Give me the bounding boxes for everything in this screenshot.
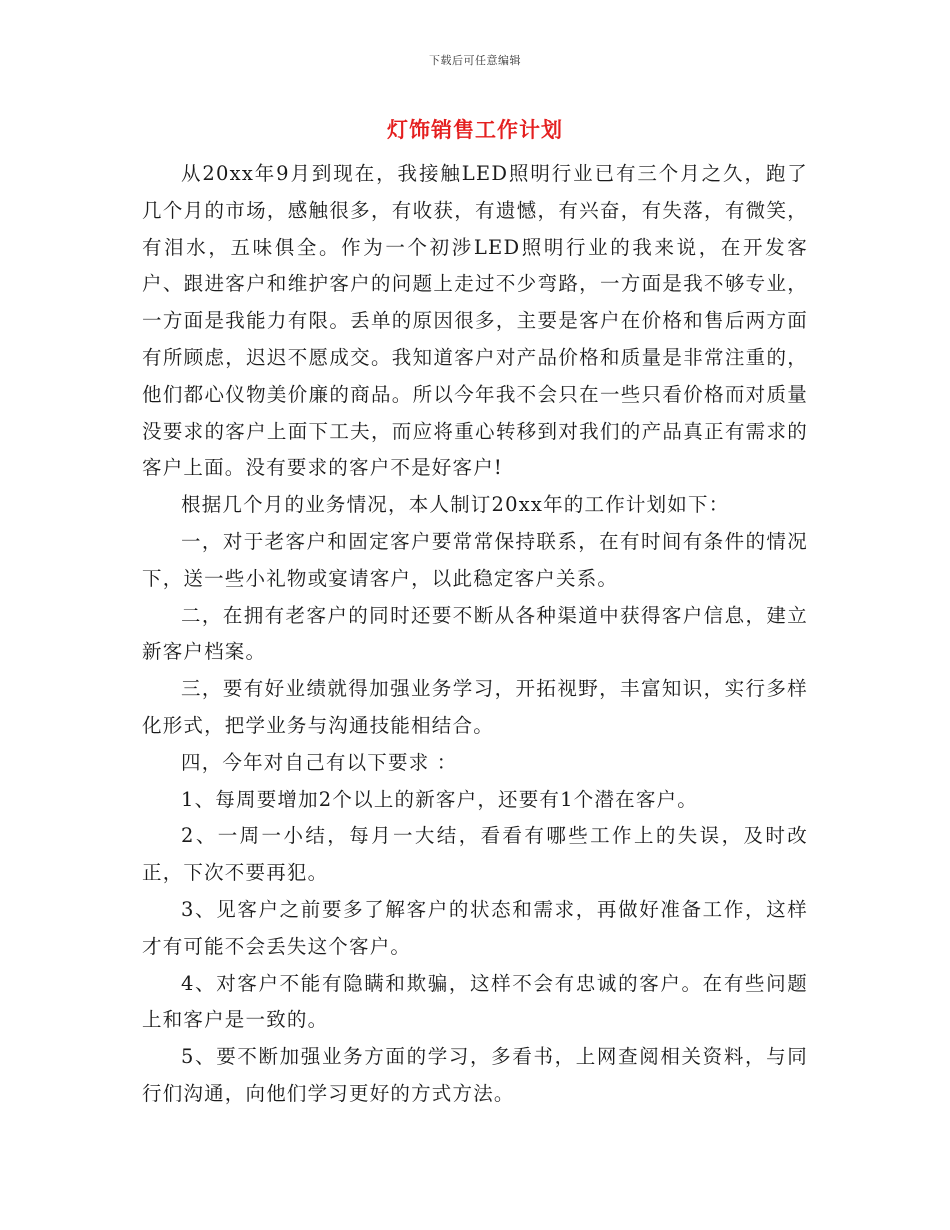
document-body <box>142 156 808 1113</box>
paragraph: 一，对于老客户和固定客户要常常保持联系，在有时间有条件的情况下，送一些小礼物或宴请客户，以此稳定客户关系。 <box>142 529 808 590</box>
paragraph: 四，今年对自己有以下要求 ： <box>181 750 458 774</box>
document-title: 灯饰销售工作计划 <box>387 118 563 142</box>
list-item: 5、要不断加强业务方面的学习，多看书，上网查阅相关资料，与同行们沟通，向他们学习更好的方式方法。 <box>142 1045 808 1105</box>
paragraph: 三，要有好业绩就得加强业务学习，开拓视野，丰富知识，实行多样化形式，把学业务与沟通技能相结合。 <box>142 677 808 737</box>
paragraph: 二，在拥有老客户的同时还要不断从各种渠道中获得客户信息，建立新客户档案。 <box>142 603 808 664</box>
list-item: 4、对客户不能有隐瞒和欺骗，这样不会有忠诚的客户。在有些问题上和客户是一致的。 <box>142 971 808 1032</box>
list-item: 1、每周要增加2个以上的新客户，还要有1个潜在客户。 <box>181 787 698 811</box>
paragraph: 根据几个月的业务情况，本人制订20xx年的工作计划如下： <box>181 493 730 517</box>
list-item: 3、见客户之前要多了解客户的状态和需求，再做好准备工作，这样才有可能不会丢失这个客户。 <box>142 897 808 958</box>
header-note: 下载后可任意编辑 <box>429 54 521 67</box>
list-item: 2、一周一小结，每月一大结，看看有哪些工作上的失误，及时改正，下次不要再犯。 <box>142 824 808 885</box>
paragraph: 从20xx年9月到现在，我接触LED照明行业已有三个月之久，跑了几个月的市场，感触很多，有收获，有遗憾，有兴奋，有失落，有微笑，有泪水，五味俱全。作为一个初涉LED照明行业的我来说，在开发客户、跟进客户和维护客户的问题上走过不少弯路，一方面是我不够专业，一方面是我能力有限。丢单的原因很多，主要是客户在价格和售后两方面有所顾虑，迟迟不愿成交。我知道客户对产品价格和质量是非常注重的，他们都心仪物美价廉的商品。所以今年我不会只在一些只看价格而对质量没要求的客户上面下工夫，而应将重心转移到对我们的产品真正有需求的客户上面。没有要求的客户不是好客户! <box>142 162 808 480</box>
